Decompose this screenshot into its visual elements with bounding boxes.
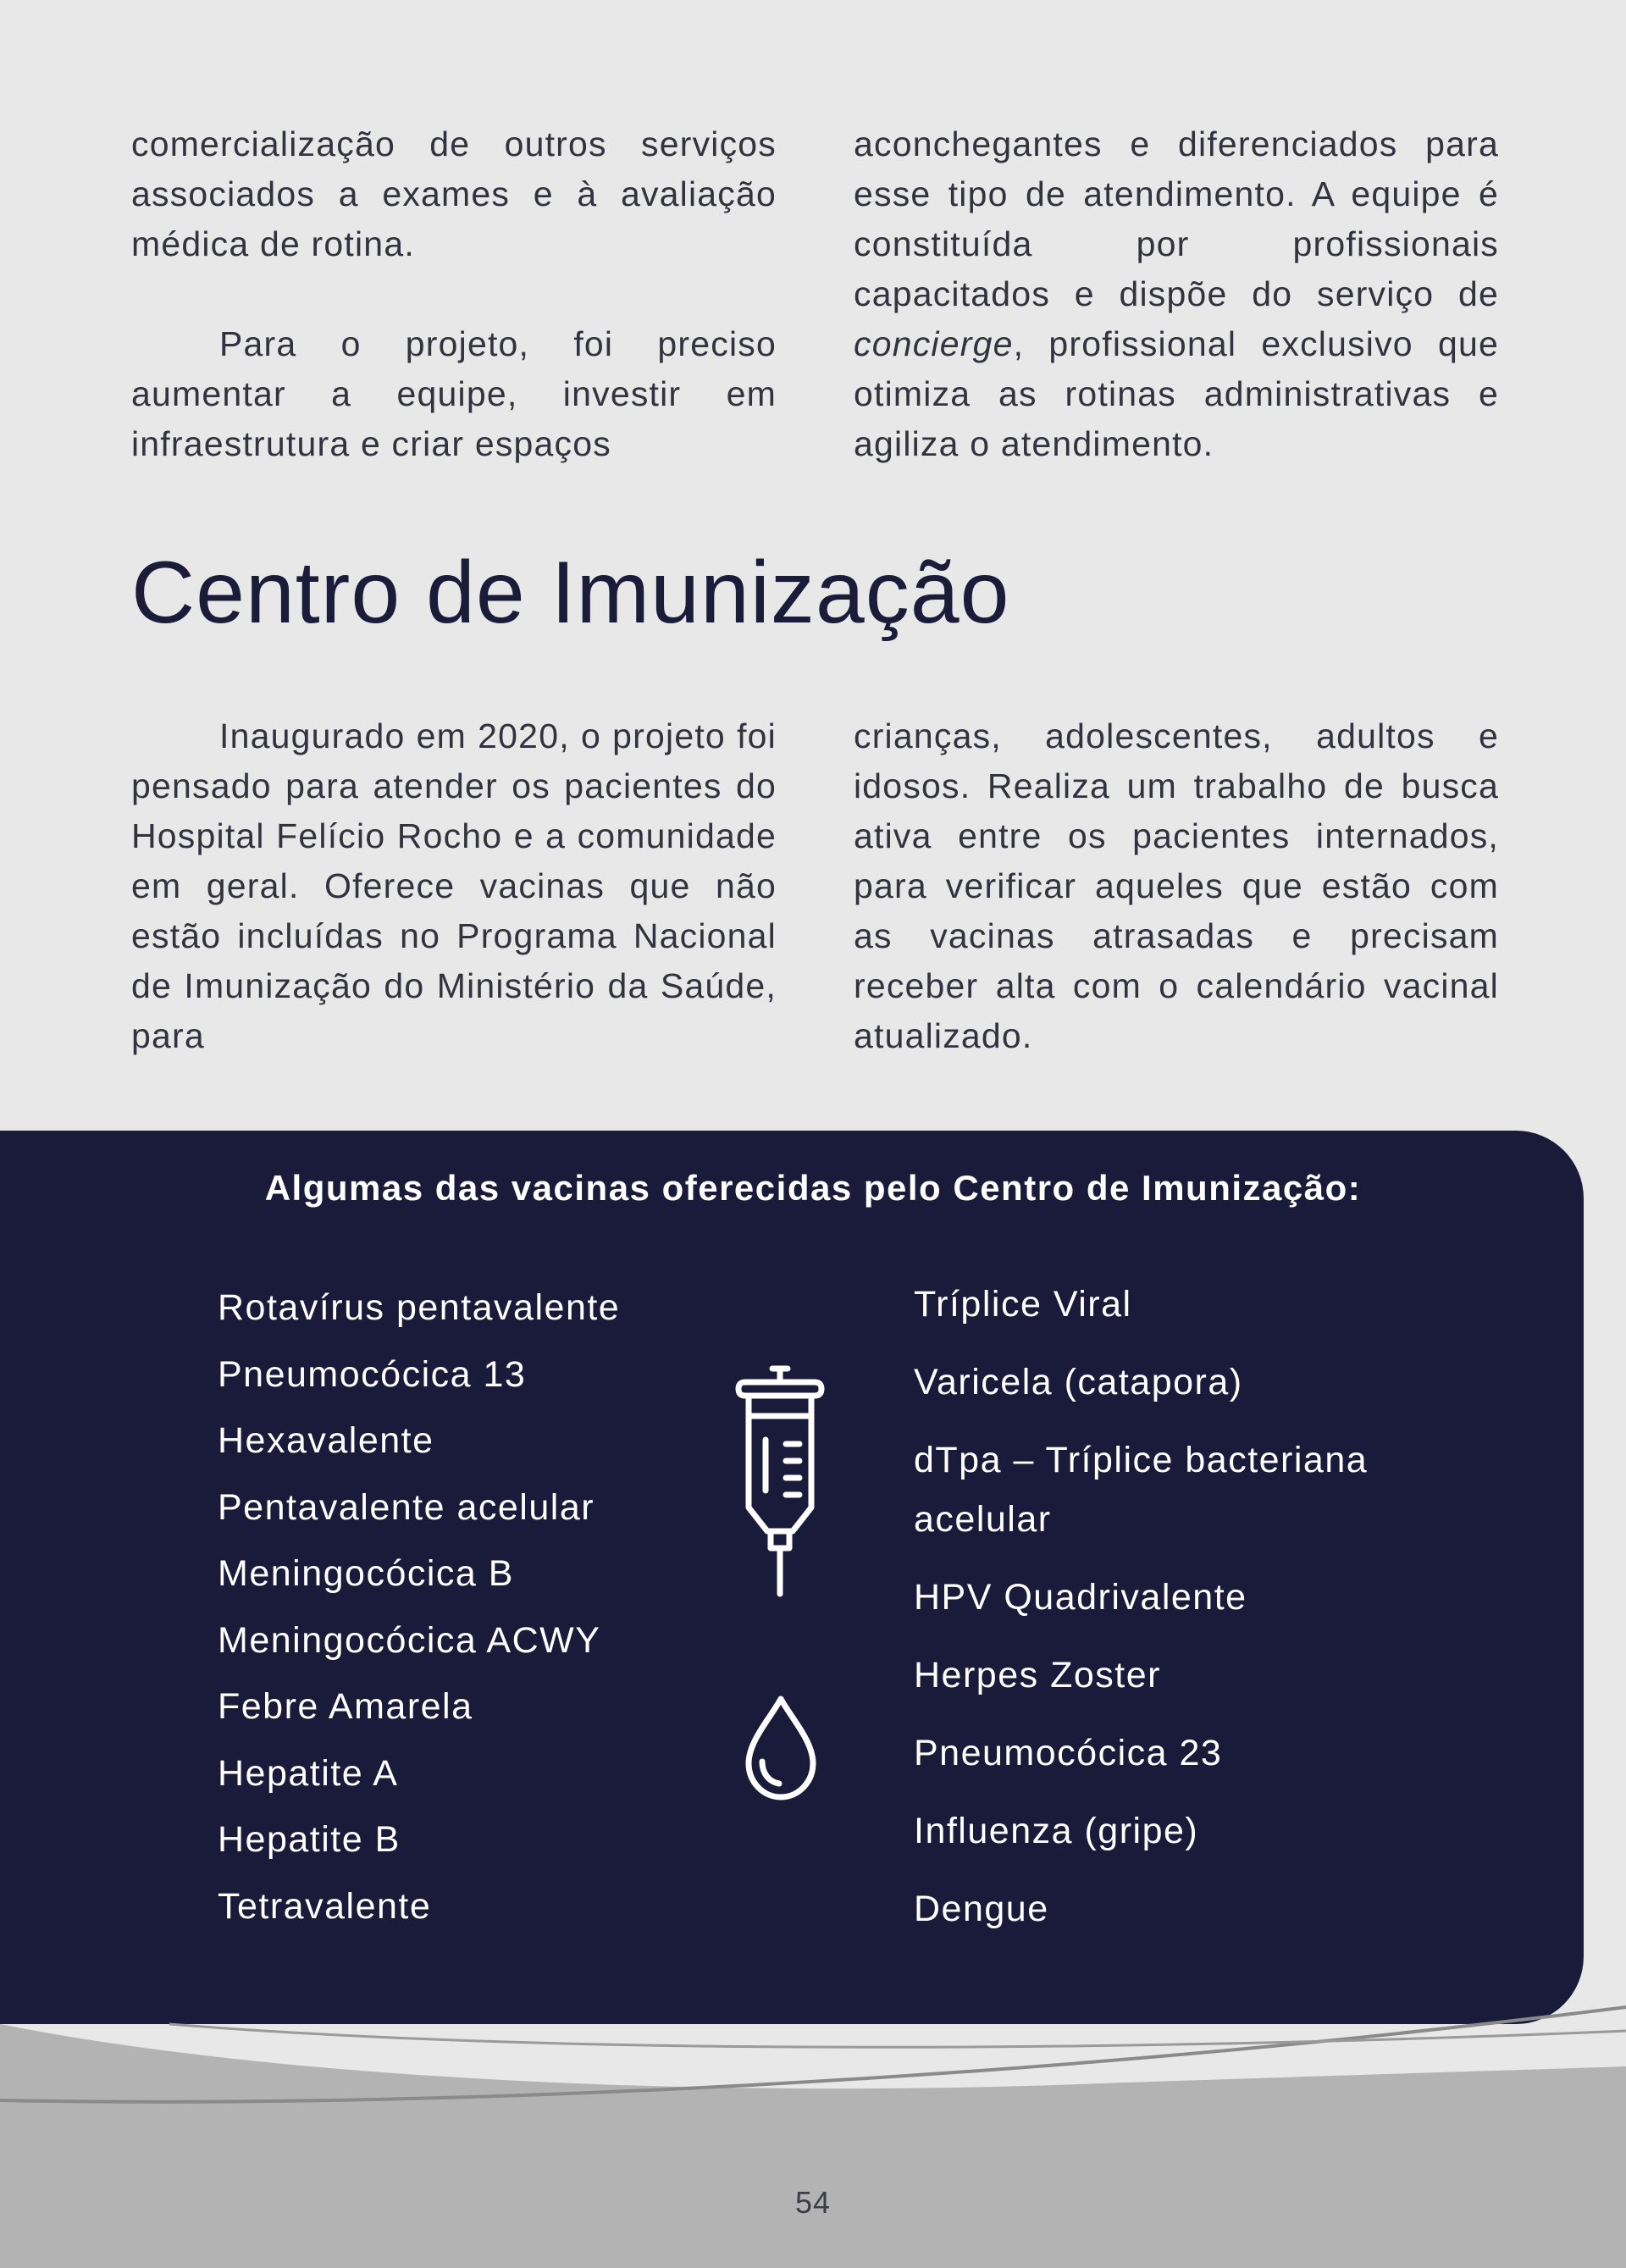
intro-text: , profissional exclusivo que otimiza as rotinas administrativas e agiliza o atendimento. (854, 324, 1499, 463)
drop-icon (742, 1694, 820, 1802)
vaccine-item: Pneumocócica 13 (218, 1353, 527, 1395)
vaccine-list-right (914, 1275, 1507, 1957)
vaccine-item: Tríplice Viral (914, 1284, 1132, 1325)
vaccine-item: Tetravalente (218, 1885, 432, 1927)
vaccine-item: Meningocócica ACWY (218, 1619, 601, 1661)
vaccine-item: Herpes Zoster (914, 1655, 1161, 1695)
footer-wave (0, 1982, 1626, 2268)
vaccine-item: Varicela (catapora) (914, 1362, 1243, 1402)
vaccine-item: Meningocócica B (218, 1553, 514, 1594)
intro-right-column (854, 119, 1499, 469)
intro-text: aconchegantes e diferenciados para esse tipo de atendimento. A equipe é constituída por profissionais capacitados e dispõe do serviço de (854, 124, 1499, 313)
immunization-left-column (131, 711, 777, 1061)
immunization-paragraph: crianças, adolescentes, adultos e idosos. Realiza um trabalho de busca ativa entre os pacientes internados, para verificar aqueles que estão com as vacinas atrasadas e precisam receber alta com o calendário vacinal atualizado. (854, 716, 1499, 1055)
vaccine-item: Dengue (914, 1889, 1049, 1929)
intro-paragraph: comercialização de outros serviços associados a exames e à avaliação médica de rotina. (131, 124, 777, 263)
section-title: Centro de Imunização (131, 544, 1010, 642)
intro-paragraph: Para o projeto, foi preciso aumentar a equipe, investir em infraestrutura e criar espaços (131, 324, 777, 463)
vaccine-item: Pneumocócica 23 (914, 1733, 1223, 1773)
vaccine-panel-title: Algumas das vacinas oferecidas pelo Centro de Imunização: (264, 1168, 1362, 1208)
vaccine-item: Pentavalente acelular (218, 1486, 595, 1528)
immunization-paragraph: Inaugurado em 2020, o projeto foi pensado para atender os pacientes do Hospital Felício Rocho e a comunidade em geral. Oferece vacinas que não estão incluídas no Programa Nacional de Imunização do Ministério da Saúde, para (131, 716, 777, 1055)
vaccine-item: Febre Amarela (218, 1686, 473, 1727)
vaccine-list-left (218, 1275, 743, 1939)
syringe-icon (733, 1364, 827, 1601)
vaccine-item: dTpa – Tríplice bacteriana acelular (914, 1440, 1369, 1540)
vaccine-item: Rotavírus pentavalente (218, 1287, 621, 1328)
vaccine-panel (0, 1131, 1584, 2024)
concierge-term: concierge (854, 324, 1014, 363)
immunization-right-column (854, 711, 1499, 1061)
vaccine-item: Influenza (gripe) (914, 1811, 1199, 1851)
vaccine-item: Hepatite A (218, 1752, 399, 1794)
vaccine-item: HPV Quadrivalente (914, 1577, 1247, 1618)
vaccine-item: Hepatite B (218, 1819, 401, 1860)
intro-left-column (131, 119, 777, 469)
intro-paragraph (854, 119, 1499, 469)
vaccine-item: Hexavalente (218, 1420, 434, 1461)
page-number: 54 (794, 2185, 832, 2220)
